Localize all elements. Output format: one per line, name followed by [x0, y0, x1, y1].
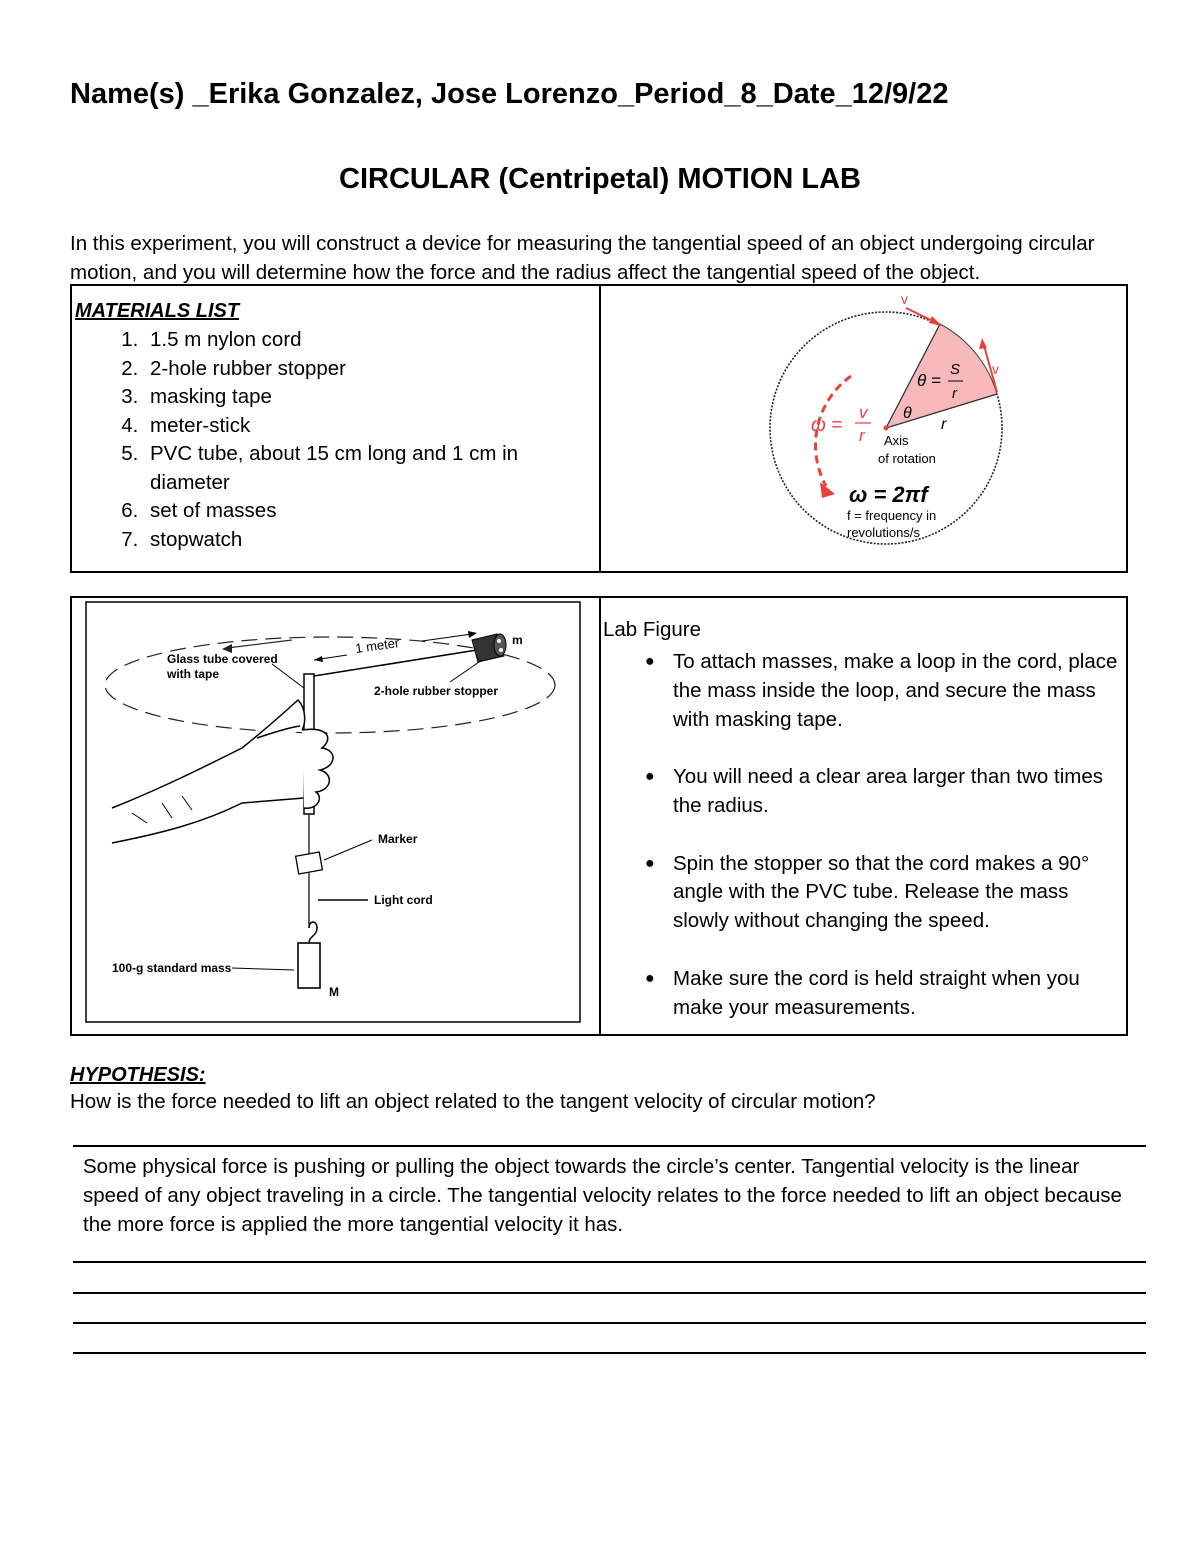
frequency-note-line1: f = frequency in [847, 508, 937, 523]
answer-line [73, 1261, 1146, 1263]
light-cord-label: Light cord [374, 893, 433, 907]
material-item: 2. 2-hole rubber stopper [144, 355, 599, 384]
one-meter-label: 1 meter [354, 634, 401, 656]
standard-mass-label: 100-g standard mass [112, 961, 232, 975]
lab-step [645, 850, 1126, 936]
page-title: CIRCULAR (Centripetal) MOTION LAB [339, 163, 861, 195]
arc-s-label: S [950, 361, 961, 378]
horizontal-cord [314, 650, 477, 676]
answer-line [73, 1292, 1146, 1294]
small-mass-m-label: m [512, 633, 523, 647]
axis-label-line1: Axis [884, 433, 909, 448]
motion-arrow [227, 640, 292, 648]
lab-step-text: Spin the stopper so that the cord makes a 90° angle with the PVC tube. Release the mass slowly without changing the speed. [673, 851, 1090, 933]
hypothesis-question: How is the force needed to lift an object related to the tangent velocity of circular motion? [70, 1090, 876, 1113]
standard-mass [298, 943, 320, 988]
axis-point [884, 426, 889, 431]
material-item: 1. 1.5 m nylon cord [144, 326, 599, 355]
lab-figure-cell [600, 597, 1127, 1035]
answer-line [73, 1322, 1146, 1324]
material-item: 6. set of masses [144, 497, 599, 526]
material-item: 3. masking tape [144, 383, 599, 412]
glass-tube-pointer [272, 664, 304, 688]
omega-equation: ω = [811, 415, 843, 436]
v-label-top: v [901, 291, 908, 307]
hypothesis-heading: HYPOTHESIS: [70, 1064, 206, 1086]
meter-arrowhead-left [314, 656, 323, 662]
lab-step [645, 648, 1126, 734]
radius-r-label: r [941, 416, 947, 433]
rotation-arrowhead [820, 482, 835, 498]
lab-step-text: You will need a clear area larger than two times the radius. [673, 765, 1103, 817]
answer-line [73, 1352, 1146, 1354]
lab-step [645, 965, 1126, 1023]
omega-v-numerator: v [859, 403, 868, 422]
rubber-stopper [472, 634, 506, 662]
lab-step [645, 763, 1126, 821]
stopper-label: 2-hole rubber stopper [374, 684, 499, 698]
theta-equation: θ = [917, 371, 941, 390]
hypothesis-answer: Some physical force is pushing or pulling the object towards the circle’s center. Tangential velocity is the linear speed of any object traveling in a circle. The tangential velocity relates to the force needed to lift an object because the more force is applied the more tangential velocity it has. [83, 1155, 1122, 1236]
bullet-icon: ● [645, 854, 655, 872]
frequency-note-line2: revolutions/s [847, 525, 920, 540]
hand-illustration [112, 700, 333, 843]
illustration-frame [86, 602, 580, 1022]
bullet-icon: ● [645, 969, 655, 987]
lab-figure-heading: Lab Figure [603, 618, 702, 641]
omega-r-denominator: r [859, 426, 865, 445]
marker-label: Marker [378, 832, 418, 846]
apparatus-illustration [72, 598, 599, 1029]
velocity-arrowhead-top [929, 316, 942, 326]
lab-step-text: To attach masses, make a loop in the cord, place the mass inside the loop, and secure the mass with masking tape. [673, 650, 1118, 731]
hypothesis-answer-area[interactable] [73, 1145, 1146, 1239]
name-line: Name(s) _Erika Gonzalez, Jose Lorenzo_Period_8_Date_12/9/22 [70, 78, 949, 110]
meter-arrowhead-right [468, 631, 477, 638]
material-item: 5. PVC tube, about 15 cm long and 1 cm in diameter [144, 440, 599, 497]
big-mass-m-label: M [329, 985, 339, 999]
intro-paragraph: In this experiment, you will construct a device for measuring the tangential speed of an object undergoing circular motion, and you will determine how the force and the radius affect the tangential speed of the object. [70, 232, 1095, 284]
glass-tube-label-line1: Glass tube covered [167, 652, 278, 666]
lab-figure-table [70, 596, 1128, 1036]
lab-figure-steps [601, 648, 1126, 1022]
circular-motion-diagram [601, 286, 1128, 566]
materials-table [70, 284, 1128, 573]
velocity-arrowhead-right [979, 338, 987, 349]
material-item: 4. meter-stick [144, 412, 599, 441]
marker-tape [296, 852, 323, 874]
axis-label-line2: of rotation [878, 451, 936, 466]
glass-tube-label-line2: with tape [167, 667, 220, 681]
omega-frequency-formula: ω = 2πf [849, 482, 928, 507]
materials-cell [71, 285, 600, 572]
standard-mass-pointer [232, 968, 294, 970]
materials-heading: MATERIALS LIST [75, 300, 240, 322]
bullet-icon: ● [645, 653, 655, 670]
theta-angle-label: θ [903, 405, 912, 422]
stopper-pointer [450, 660, 482, 682]
bullet-icon: ● [645, 768, 655, 786]
meter-arrow-right [422, 634, 472, 641]
mass-hook [309, 922, 317, 943]
lab-step-text: Make sure the cord is held straight when you make your measurements. [673, 966, 1080, 1019]
theta-r-denominator: r [952, 385, 957, 402]
v-label-right: v [992, 361, 999, 377]
marker-pointer [324, 840, 372, 860]
material-item: 7. stopwatch [144, 526, 599, 555]
materials-list [72, 326, 599, 554]
circle-diagram-cell [600, 285, 1127, 572]
apparatus-cell [71, 597, 600, 1035]
